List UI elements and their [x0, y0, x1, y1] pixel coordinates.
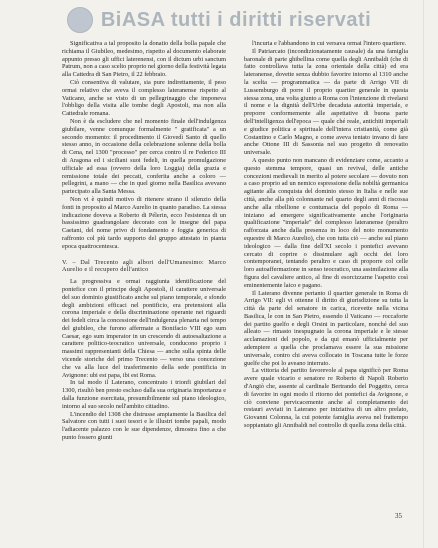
biasa-logo-icon — [67, 7, 93, 33]
paragraph: Ciò consentiva di valutare, sia pure indirettamente, il peso ormai relativo che aveva il complesso lateranense rispetto al Vaticano, anche se visto di un pellegrinaggio che imponeva l'obbligo della visita alle tombe degli Apostoli, ma non alla Cattedrale romana. — [62, 78, 226, 118]
section-heading: V. – Dal Trecento agli albori dell'Umanesimo: Marco Aurelio e il recupero dell'antico — [62, 258, 226, 274]
scan-edge — [423, 0, 424, 548]
text-columns — [62, 40, 412, 515]
paragraph: Non è da escludere che nel momento finale dell'indulgenza giubilare, venne comunque formalmente " gratificata" a un secondo momento: il procedimento il Giovedì Santo di quello stesso anno, in occasione della celebrazione solenne della bolla di Cena, nel 1300 "processo" per cerca contro il re Federico III di Aragona ed i siciliani suoi fedeli, in quella promulgazione ufficiale ad essa (ovvero della loro Loggia) della grazia e remissione totale dei peccati, conferita anche a coloro — pellegrini, a mano — che in quel giorno nella Basilica avevano partecipato alla Santa Messa. — [62, 117, 226, 196]
paragraph: Non vi è quindi motivo di ritenere strano il silenzio della fonti in proposito al Marco Aurelio in quanto paradiso. La stessa indicazione doveva a Roberto di Pélerin, ecco l'esistenza di un bassissimo guadrangolare decorato con le insegne del papa Caetani, del nome privo di fondamento e foggia generica di raffronto col più tardo supporto del gruppo attestato in pianta epoca quattrocentesca. — [62, 195, 226, 250]
right-column — [244, 40, 408, 515]
paragraph: Il Laterano divenne pertanto il quartier generale in Roma di Arrigo VII: egli vi ottenne il diritto di giurisdizione su tutta la città da parte del senatore in carica, ricevette nella vicina Basilica, le con in San Pietro, essendo il Vaticano — roccaforte dei partito guelfo e degli Orsini in particolare, nonché del suo alleato — rimasto inespugnato la corona imperiale e le stesse acclamazioni del popolo, e da qui emanò ufficialmente per adempiere a quella che proclamava essere la sua missione universale, contro chi aveva collocato in Toscana tutte le forze guelfe che poi lo aveano interrato. — [244, 289, 408, 367]
page-number: 35 — [395, 512, 402, 520]
paragraph: La progressiva e ormai raggiunta identificazione del pontefice con il principe degli Apostoli, il carattere universale del suo dominio giustificato anche sul piano temporale, e sfondo degli ambizioni efficaci nel pontificio, era pretensioni alla corona imperiale e della discriminazione operante nei riguardi dei fedeli circa la concessione dell'indulgenza plenaria nel tempo del giubileo, che furono affermate a Bonifacio VIII ego sum Caesar, ego sum imperator in un crescendo di autoesaltazione a carattere politico-teocratico universale, conducono proprio i massimi rappresentanti della Chiesa — anche sulla spinta delle vicende storiche del primo Trecento — verso una concezione che va alla luce del trasferimento della sede pontificia in Avignone: ubi est papa, ibi est Roma. — [62, 278, 226, 379]
paragraph: La vittoria del partito favorevole al papa significò per Roma avere quale vicario e senatore re Roberto di Napoli Roberto d'Angiò che, assente al cardinale Bertrando del Poggetto, cerca di favorire in ogni modo il ritorno dei pontefici da Avignone, e ciò conviene pervicacemente anche al completamento dei restauri avviati in Laterano per iniziativa di un altro prelato, Giovanni Colonna, la cui potente famiglia aveva nel frattempo soppiantato gli Annibaldi nel controllo di quella zona della città. — [244, 367, 408, 430]
paragraph: L'incendio del 1308 che distrusse ampiamente la Basilica del Salvatore con tutti i suoi tesori e le illustri tombe papali, modo l'adiacente palazzo con le sue dipendenze, dimostra fino a che punto fossero giunti — [62, 410, 226, 442]
paragraph: In tal modo il Laterano, concentrato i trionfi giubilari del 1300, risultò ben presto escluso dalla sua originaria importanza e dalla funzione esercitata, presumibilmente sul piano ideologico, intorno al suo secolo nell'ambito cittadino. — [62, 379, 226, 410]
paragraph: Significativa a tal proposito la donatio della bolla papale che richiama il Giubileo, medesimo, rispetto al documento elaborate appunto presso gli uffici laterenensi, con il dictum urbi sanctum Patrum, non a caso scelto proprio nel giorno della festività legata alla Cattedra di San Pietro, il 22 febbraio. — [62, 40, 226, 79]
watermark-text: BiASA tutti i diritti riservati — [100, 8, 372, 31]
paragraph: A questo punto non mancano di evidenziare come, accanto a questo stemma tempore, quasi un revival, delle antiche concezioni medievali in merito al potere secolare — dovuto non a caso proprio ad un nemico espressione della nobiltà germanica agitante alla conquista del dominio stesso in Italia e nelle sue città, anche alla più colonnante nel quarto degli anni di riscossa anche alla ribellione e contumacia del popolo di Roma — iniziano ad emergere significativamente anche l'originaria qualificazione "imperiale" del complesso lateranense (peraltro rafforzata anche dalla presenza in loco del noto monumento equestre di Marco Aurelio), che con tutta ciò — anche sul piano ideologico — dalla fine dell'XI secolo i pontefici avevano cercato di coprire o dissimulare agli occhi dei loro contemporanei, tentando peraltro e caso di proporre col celle loro autoaffermazione in senso teocratico, una assimilazione alla figura del cavaliere antico, al fine di esorcizzarne l'aspetto così eminentemente laico e pagano. — [244, 156, 408, 289]
left-column — [62, 40, 226, 515]
paragraph: Il Patriarcato (incondizionatamente causale) da una famiglia baronale di parte ghibellina come quella degli Annibaldi (che di fatto controllava tutta la zona orientale della città) ed era lateranense, dovette senza dubbio favorire intorno al 1310 anche la scelta — programmatica — da parte di Arrigo VII di Lussemburgo di porre il proprio quartier generale in questa stessa zona, una volta giunto a Roma con l'intenzione di rivelarsi il nome e la dignità dell'Urbe decaduta autorità imperiale, e preporre conformemente alle aspettative di buona parte dell'intelligenza dell'epoca — quale ché reale, antichiti imperiali e giudice politica e spirituale dell'intera cristianità, come già Costantino e Carlo Magno, e come aveva tentato invano di fare anche Ottone III di Sassonia nel suo progetto di renovatio universale. — [244, 47, 408, 157]
watermark — [0, 6, 438, 34]
paragraph: l'incuria e l'abbandono in cui versava ormai l'intero quartiere. — [252, 40, 407, 47]
spacer — [62, 251, 226, 257]
